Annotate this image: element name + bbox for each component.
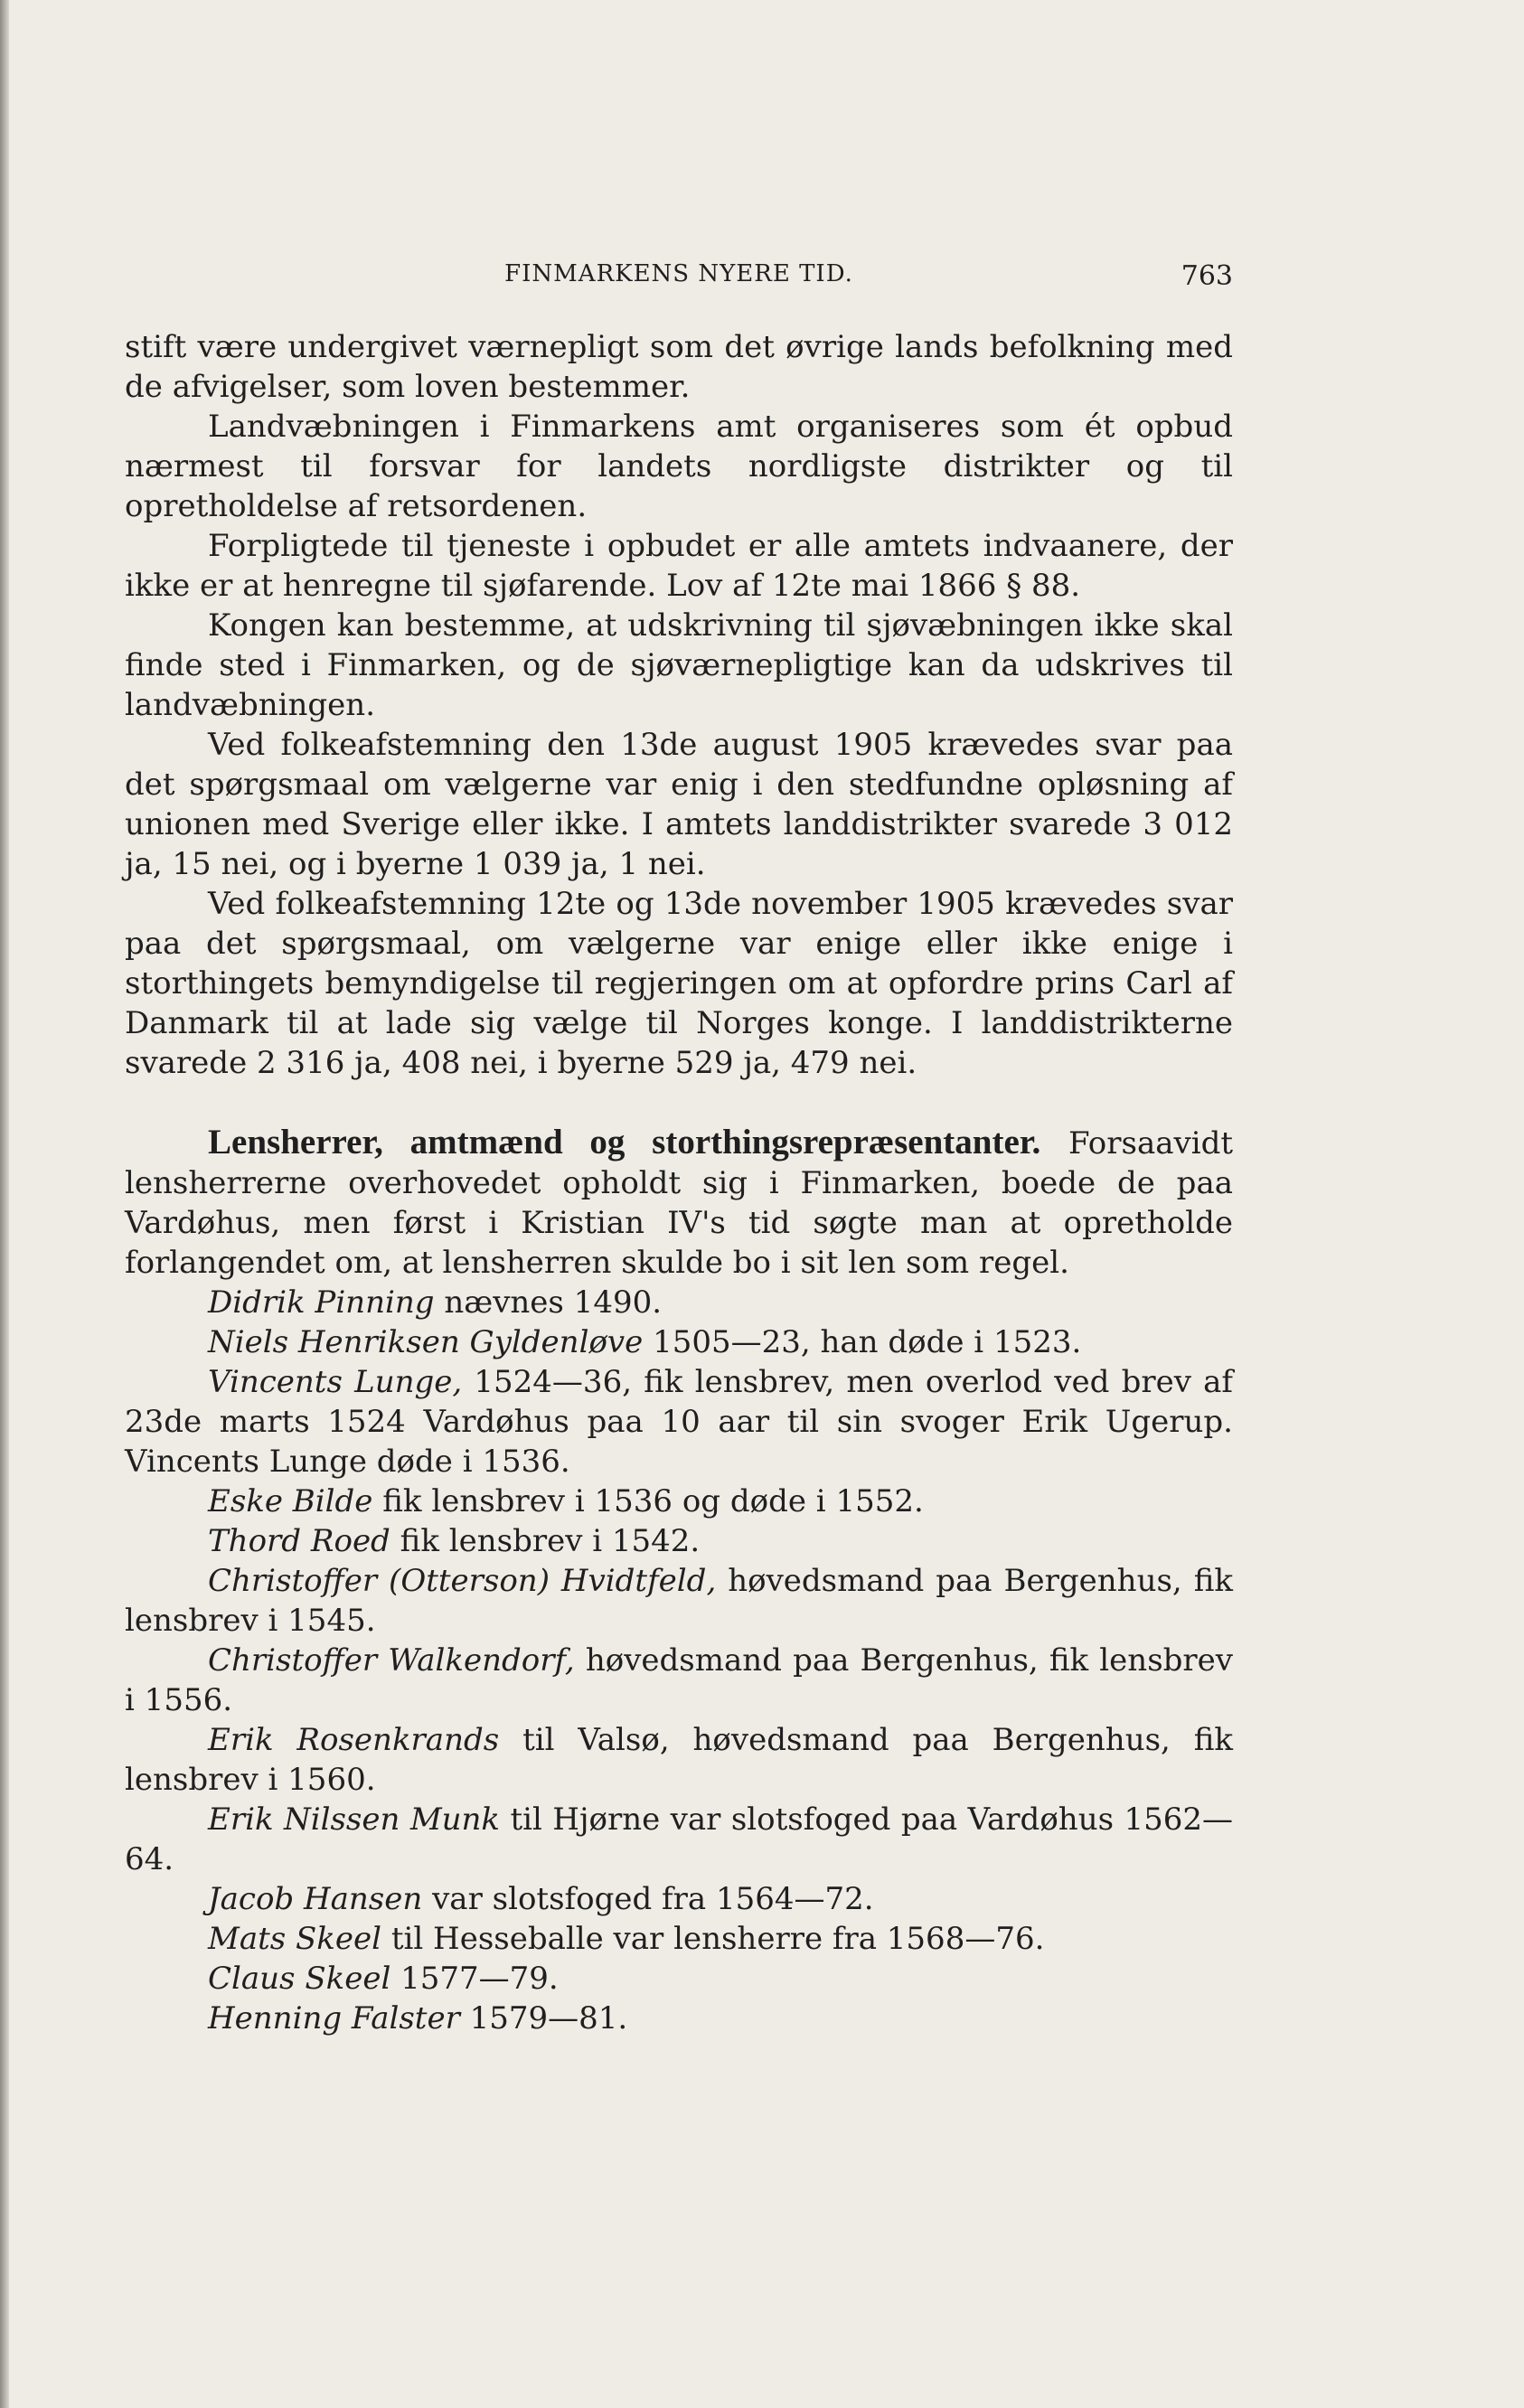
entry-text: fik lensbrev i 1536 og døde i 1552. — [382, 1483, 924, 1519]
lensherre-entry — [125, 1481, 1233, 1521]
lensherre-entry — [125, 1800, 1233, 1879]
person-name: Eske Bilde — [208, 1483, 373, 1519]
person-name: Claus Skeel — [208, 1961, 391, 1997]
lensherre-entry — [125, 1959, 1233, 1999]
person-name: Mats Skeel — [208, 1921, 382, 1957]
lensherre-entry — [125, 1521, 1233, 1561]
entry-text: 1579—81. — [469, 2000, 628, 2036]
paragraph: Ved folkeafstemning 12te og 13de november 1905 krævedes svar paa det spørgsmaal, om vælgerne var enige eller ikke enige i storthingets bemyndigelse til regjeringen om at opfordre prins Carl af Danmark til at lade sig vælge til Norges konge. I landdistrikterne svarede 2 316 ja, 408 nei, i byerne 529 ja, 479 nei. — [125, 886, 1233, 1081]
lensherre-entry — [125, 1641, 1233, 1720]
lensherre-entry — [125, 1322, 1233, 1362]
entry-text: til Valsø, høvedsmand paa Bergenhus, fik lensbrev i 1560. — [125, 1722, 1233, 1798]
person-name: Erik Rosenkrands — [208, 1722, 500, 1758]
lensherre-entry — [125, 1919, 1233, 1959]
person-name: Erik Nilssen Munk — [208, 1801, 501, 1838]
lensherre-entry — [125, 1283, 1233, 1322]
paragraph: Forpligtede til tjeneste i opbudet er alle amtets indvaanere, der ikke er at henregne til sjøfarende. Lov af 12te mai 1866 § 88. — [125, 528, 1233, 604]
person-name: Henning Falster — [208, 2000, 460, 2036]
entry-text: nævnes 1490. — [444, 1284, 663, 1321]
person-name: Didrik Pinning — [208, 1284, 435, 1321]
paragraph: Landvæbningen i Finmarkens amt organiseres som ét opbud nærmest til forsvar for landets nordligste distrikter og til opretholdelse af retsordenen. — [125, 409, 1233, 524]
entry-text: til Hesseballe var lensherre fra 1568—76. — [390, 1921, 1045, 1957]
entry-text: 1505—23, han døde i 1523. — [653, 1324, 1082, 1360]
entry-text: til Hjørne var slotsfoged paa Vardøhus 1562—64. — [125, 1801, 1233, 1877]
page-number: 763 — [1181, 260, 1233, 292]
entry-text: var slotsfoged fra 1564—72. — [432, 1881, 874, 1917]
lensherre-entry — [125, 1561, 1233, 1641]
page-header — [125, 260, 1233, 296]
entry-text: høvedsmand paa Bergenhus, fik lensbrev i 1545. — [125, 1563, 1233, 1639]
section-title: Lensherrer, amtmænd og storthingsrepræsentanter. — [208, 1123, 1041, 1162]
lensherre-entry — [125, 1999, 1233, 2038]
section-paragraph — [125, 1123, 1233, 1283]
entry-text: høvedsmand paa Bergenhus, fik lensbrev i 1556. — [125, 1642, 1233, 1718]
running-title: FINMARKENS NYERE TID. — [504, 260, 853, 287]
person-name: Christoffer Walkendorf, — [208, 1642, 575, 1679]
paragraph: Kongen kan bestemme, at udskrivning til sjøvæbningen ikke skal finde sted i Finmarken, og de sjøværnepligtige kan da udskrives til landvæbningen. — [125, 607, 1233, 723]
paragraph: Ved folkeafstemning den 13de august 1905 krævedes svar paa det spørgsmaal om vælgerne var enig i den stedfundne opløsning af unionen med Sverige eller ikke. I amtets landdistrikter svarede 3 012 ja, 15 nei, og i byerne 1 039 ja, 1 nei. — [125, 727, 1233, 882]
entry-text: 1577—79. — [400, 1961, 559, 1997]
paragraph: stift være undergivet værnepligt som det øvrige lands befolkning med de afvigelser, som loven bestemmer. — [125, 329, 1233, 405]
page-edge — [0, 0, 9, 2408]
lensherre-entry — [125, 1879, 1233, 1919]
entry-text: fik lensbrev i 1542. — [400, 1523, 701, 1559]
body-text — [125, 327, 1233, 2038]
person-name: Vincents Lunge, — [208, 1364, 463, 1400]
person-name: Niels Henriksen Gyldenløve — [208, 1324, 644, 1360]
lensherre-entry — [125, 1362, 1233, 1481]
section-intro: Forsaavidt lensherrerne overhovedet opholdt sig i Finmarken, boede de paa Vardøhus, men først i Kristian IV's tid søgte man at opretholde forlangendet om, at lensherren skulde bo i sit len som regel. — [125, 1125, 1233, 1281]
entry-text: 1524—36, fik lensbrev, men overlod ved brev af 23de marts 1524 Vardøhus paa 10 aar til sin svoger Erik Ugerup. Vincents Lunge døde i 1536. — [125, 1364, 1233, 1480]
person-name: Jacob Hansen — [208, 1881, 423, 1917]
person-name: Thord Roed — [208, 1523, 390, 1559]
person-name: Christoffer (Otterson) Hvidtfeld, — [208, 1563, 717, 1599]
lensherre-entry — [125, 1720, 1233, 1800]
